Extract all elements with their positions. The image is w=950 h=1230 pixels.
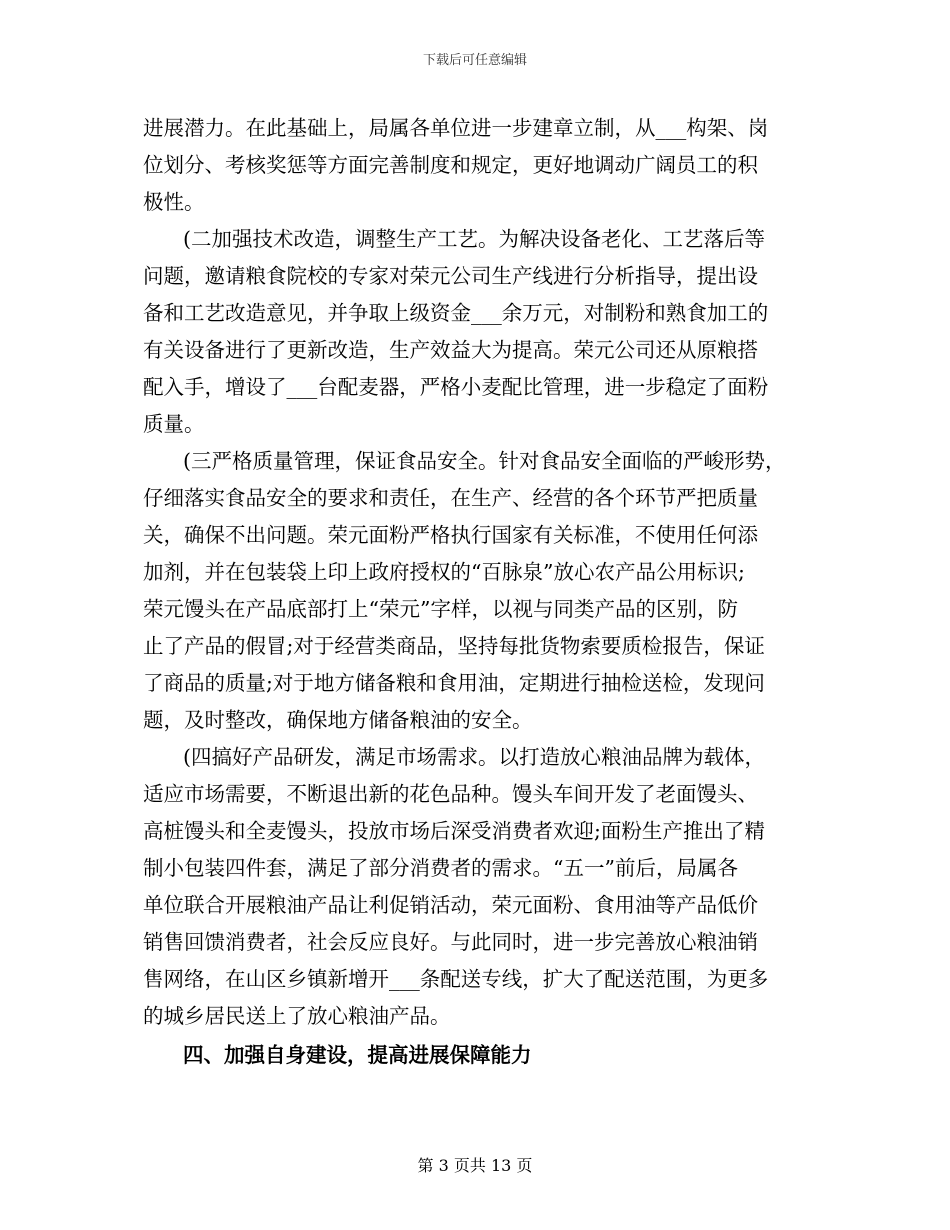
body-line: 高桩馒头和全麦馒头，投放市场后深受消费者欢迎;面粉生产推出了精 <box>143 819 765 843</box>
body-line: 加剂，并在包装袋上印上政府授权的“百脉泉”放心农产品公用标识; <box>143 560 745 584</box>
body-line: 了商品的质量;对于地方储备粮和食用油，定期进行抽检送检，发现问 <box>143 671 765 695</box>
body-line: 位划分、考核奖惩等方面完善制度和规定，更好地调动广阔员工的积 <box>143 153 758 177</box>
body-line: 关，确保不出问题。荣元面粉严格执行国家有关标准，不使用任何添 <box>143 523 758 547</box>
header-note: 下载后可任意编辑 <box>422 53 527 68</box>
body-line: 进展潜力。在此基础上，局属各单位进一步建章立制，从___构架、岗 <box>143 116 769 140</box>
body-line: 适应市场需要，不断退出新的花色品种。馒头车间开发了老面馒头、 <box>143 782 758 806</box>
body-line: 极性。 <box>143 190 205 214</box>
body-line: 配入手，增设了___台配麦器，严格小麦配比管理，进一步稳定了面粉 <box>143 375 769 399</box>
body-line: 制小包装四件套，满足了部分消费者的需求。“五一”前后，局属各 <box>143 856 738 880</box>
section-heading: 四、加强自身建设，提高进展保障能力 <box>183 1043 532 1067</box>
body-line: 仔细落实食品安全的要求和责任，在生产、经营的各个环节严把质量 <box>143 486 758 510</box>
body-line: 单位联合开展粮油产品让利促销活动，荣元面粉、食用油等产品低价 <box>143 893 758 917</box>
body-line: 有关设备进行了更新改造，生产效益大为提高。荣元公司还从原粮搭 <box>143 338 758 362</box>
body-line: 销售回馈消费者，社会反应良好。与此同时，进一步完善放心粮油销 <box>143 930 758 954</box>
body-line: 备和工艺改造意见，并争取上级资金___余万元，对制粉和熟食加工的 <box>143 301 769 325</box>
body-line: 售网络，在山区乡镇新增开___条配送专线，扩大了配送范围，为更多 <box>143 967 769 991</box>
paragraph-start-line: (四搞好产品研发，满足市场需求。以打造放心粮油品牌为载体， <box>183 745 765 769</box>
body-line: 质量。 <box>143 412 205 436</box>
paragraph-start-line: (二加强技术改造，调整生产工艺。为解决设备老化、工艺落后等 <box>183 227 765 251</box>
body-line: 问题，邀请粮食院校的专家对荣元公司生产线进行分析指导，提出设 <box>143 264 758 288</box>
body-line: 的城乡居民送上了放心粮油产品。 <box>143 1004 451 1028</box>
body-line: 荣元馒头在产品底部打上“荣元”字样，以视与同类产品的区别，防 <box>143 597 738 621</box>
body-line: 题，及时整改，确保地方储备粮油的安全。 <box>143 708 533 732</box>
body-line: 止了产品的假冒;对于经营类商品，坚持每批货物索要质检报告，保证 <box>143 634 765 658</box>
page-number-footer: 第 3 页共 13 页 <box>417 1156 533 1175</box>
paragraph-start-line: (三严格质量管理，保证食品安全。针对食品安全面临的严峻形势， <box>183 449 786 473</box>
